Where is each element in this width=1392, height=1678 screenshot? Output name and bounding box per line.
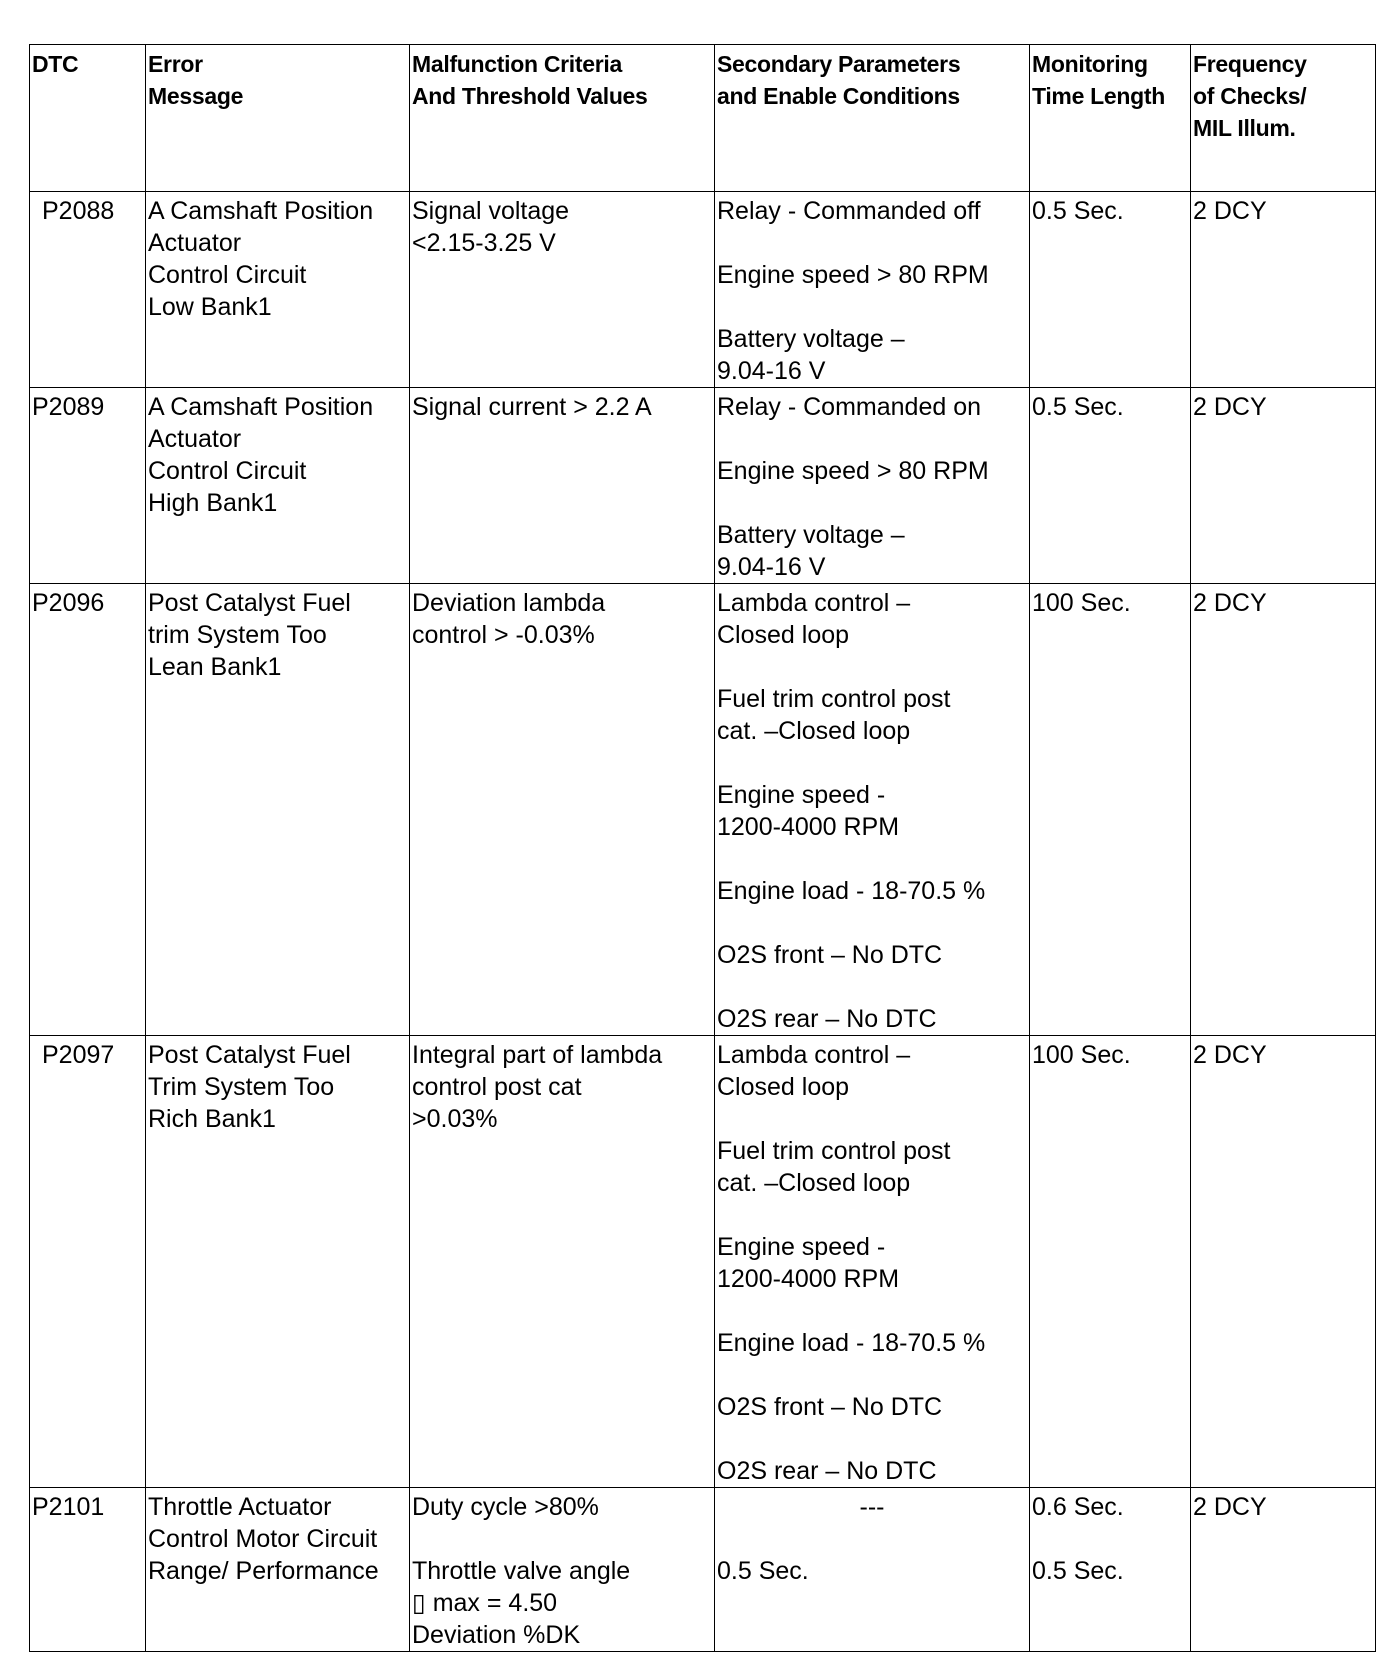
header-secondary-parameters: Secondary Parameters and Enable Conditions: [715, 45, 1030, 192]
cell-dtc: P2101: [30, 1488, 146, 1652]
cell-frequency: 2 DCY: [1191, 1036, 1376, 1488]
table-row: [30, 192, 1376, 388]
table-row: [30, 1036, 1376, 1488]
cell-dtc: P2089: [30, 388, 146, 584]
cell-frequency: 2 DCY: [1191, 192, 1376, 388]
cell-error-message: A Camshaft Position Actuator Control Circuit High Bank1: [146, 388, 410, 584]
table-row: [30, 1488, 1376, 1652]
cell-frequency: 2 DCY: [1191, 388, 1376, 584]
table-header-row: [30, 45, 1376, 192]
header-dtc: DTC: [30, 45, 146, 192]
cell-malfunction-criteria: Deviation lambda control > -0.03%: [410, 584, 715, 1036]
cell-malfunction-criteria: Signal current > 2.2 A: [410, 388, 715, 584]
header-frequency: Frequency of Checks/ MIL Illum.: [1191, 45, 1376, 192]
cell-frequency: 2 DCY: [1191, 1488, 1376, 1652]
cell-secondary-parameters: Lambda control – Closed loop Fuel trim control post cat. –Closed loop Engine speed - 1200-4000 RPM Engine load - 18-70.5 % O2S front – No DTC O2S rear – No DTC: [715, 1036, 1030, 1488]
cell-monitoring-time: 0.6 Sec. 0.5 Sec.: [1030, 1488, 1191, 1652]
cell-error-message: Post Catalyst Fuel Trim System Too Rich Bank1: [146, 1036, 410, 1488]
dtc-table: [29, 44, 1376, 1652]
cell-dtc: P2096: [30, 584, 146, 1036]
cell-monitoring-time: 100 Sec.: [1030, 1036, 1191, 1488]
cell-secondary-parameters: --- 0.5 Sec.: [715, 1488, 1030, 1652]
cell-dtc: P2088: [30, 192, 146, 388]
table-row: [30, 388, 1376, 584]
header-malfunction-criteria: Malfunction Criteria And Threshold Values: [410, 45, 715, 192]
cell-secondary-parameters: Relay - Commanded on Engine speed > 80 RPM Battery voltage – 9.04-16 V: [715, 388, 1030, 584]
header-error-message: Error Message: [146, 45, 410, 192]
cell-frequency: 2 DCY: [1191, 584, 1376, 1036]
cell-dtc: P2097: [30, 1036, 146, 1488]
cell-malfunction-criteria: Integral part of lambda control post cat >0.03%: [410, 1036, 715, 1488]
cell-monitoring-time: 0.5 Sec.: [1030, 192, 1191, 388]
cell-error-message: A Camshaft Position Actuator Control Circuit Low Bank1: [146, 192, 410, 388]
cell-secondary-parameters: Lambda control – Closed loop Fuel trim control post cat. –Closed loop Engine speed - 1200-4000 RPM Engine load - 18-70.5 % O2S front – No DTC O2S rear – No DTC: [715, 584, 1030, 1036]
cell-monitoring-time: 0.5 Sec.: [1030, 388, 1191, 584]
header-monitoring-time: Monitoring Time Length: [1030, 45, 1191, 192]
cell-malfunction-criteria: Duty cycle >80% Throttle valve angle ▯ max = 4.50 Deviation %DK: [410, 1488, 715, 1652]
cell-error-message: Post Catalyst Fuel trim System Too Lean Bank1: [146, 584, 410, 1036]
cell-secondary-parameters: Relay - Commanded off Engine speed > 80 RPM Battery voltage – 9.04-16 V: [715, 192, 1030, 388]
table-row: [30, 584, 1376, 1036]
cell-error-message: Throttle Actuator Control Motor Circuit Range/ Performance: [146, 1488, 410, 1652]
cell-malfunction-criteria: Signal voltage <2.15-3.25 V: [410, 192, 715, 388]
cell-monitoring-time: 100 Sec.: [1030, 584, 1191, 1036]
